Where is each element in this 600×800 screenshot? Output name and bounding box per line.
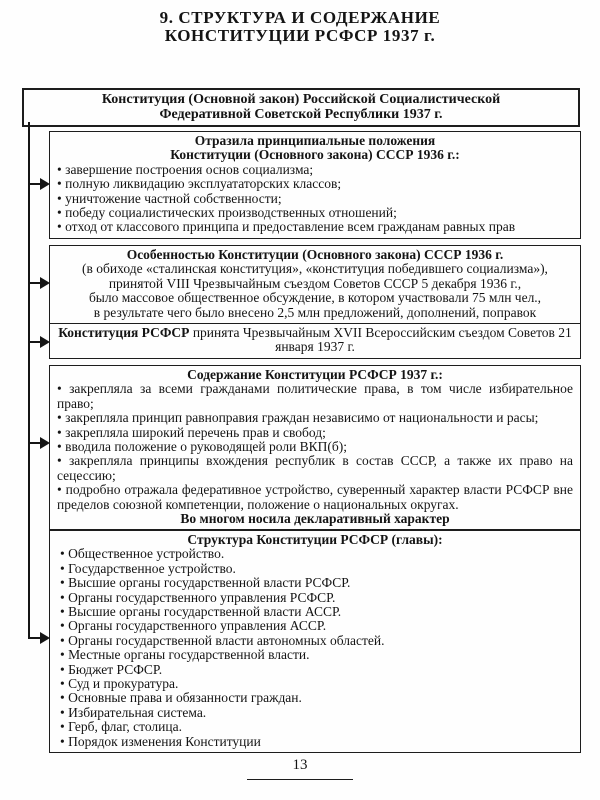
- bullet-item: • отход от классового принципа и предоставление всем гражданам равных прав: [57, 220, 573, 234]
- bullet-item: • Основные права и обязанности граждан.: [57, 691, 573, 705]
- feature-bold-line: Особенностью Конституции (Основного закона) СССР 1936 г.: [126, 247, 504, 262]
- bullet-item: • полную ликвидацию эксплуататорских классов;: [57, 177, 573, 191]
- feature-line: было массовое общественное обсуждение, в котором участвовали 75 млн чел.,: [88, 290, 542, 306]
- page-number: 13: [247, 752, 353, 780]
- bullet-item: • Высшие органы государственной власти АССР.: [57, 605, 573, 619]
- connector-arrow-provisions: [29, 178, 51, 190]
- page-title-line-2: КОНСТИТУЦИИ РСФСР 1937 г.: [164, 26, 436, 45]
- provisions-box: [49, 131, 581, 239]
- adoption-bold-text: Конституция РСФСР: [58, 325, 190, 340]
- feature-line: (в обиходе «сталинская конституция», «конституция победившего социализма»),: [82, 261, 548, 277]
- bullet-item: • Государственное устройство.: [57, 562, 573, 576]
- bullet-item: • Суд и прокуратура.: [57, 677, 573, 691]
- feature-box: [49, 245, 581, 324]
- bullet-item: • закрепляла принцип равноправия граждан независимо от национальности и расы;: [57, 411, 573, 425]
- bullet-item: • Порядок изменения Конституции: [57, 735, 573, 749]
- root-box-line-1: Конституция (Основной закон) Российской Социалистической: [101, 92, 501, 107]
- adoption-text: принята Чрезвычайным XVII Всероссийским съездом Советов 21 января 1937 г.: [189, 325, 572, 355]
- page-title: [0, 9, 600, 45]
- connector-arrow-feature: [29, 277, 51, 289]
- bullet-item: • Общественное устройство.: [57, 547, 573, 561]
- bullet-item: • Органы государственного управления РСФСР.: [57, 591, 573, 605]
- feature-line: в результате чего было внесено 2,5 млн предложений, дополнений, поправок: [93, 304, 537, 320]
- bullet-item: • Бюджет РСФСР.: [57, 663, 573, 677]
- provisions-header-line-1: Отразила принципиальные положения: [194, 133, 436, 148]
- structure-header: Структура Конституции РСФСР (главы):: [187, 532, 443, 547]
- bullet-item: • закрепляла широкий перечень прав и свобод;: [57, 426, 573, 440]
- content-box: [49, 365, 581, 530]
- connector-arrow-adoption: [29, 336, 51, 348]
- bullet-item: • завершение построения основ социализма;: [57, 163, 573, 177]
- structure-box: [49, 530, 581, 753]
- bullet-item: • вводила положение о руководящей роли ВКП(б);: [57, 440, 573, 454]
- content-footer: Во многом носила декларативный характер: [180, 511, 450, 527]
- bullet-item: • Высшие органы государственной власти РСФСР.: [57, 576, 573, 590]
- root-box-line-2: Федеративной Советской Республики 1937 г.: [159, 107, 443, 122]
- connector-arrow-structure: [29, 632, 51, 644]
- adoption-box: [49, 323, 581, 359]
- bullet-item: • закрепляла принципы вхождения республик в состав СССР, а также их право на сецессию;: [57, 454, 573, 483]
- content-header: Содержание Конституции РСФСР 1937 г.:: [187, 367, 443, 382]
- bullet-item: • Избирательная система.: [57, 706, 573, 720]
- connector-rail: [28, 122, 30, 639]
- bullet-item: • Органы государственной власти автономных областей.: [57, 634, 573, 648]
- bullet-item: • закрепляла за всеми гражданами политические права, в том числе избирательное право;: [57, 382, 573, 411]
- provisions-header-line-2: Конституции (Основного закона) СССР 1936 г.:: [170, 147, 460, 163]
- bullet-item: • победу социалистических производственных отношений;: [57, 206, 573, 220]
- bullet-item: • Герб, флаг, столица.: [57, 720, 573, 734]
- constitution-root-box: [22, 88, 580, 127]
- bullet-item: • Местные органы государственной власти.: [57, 648, 573, 662]
- feature-line: принятой VIII Чрезвычайным съездом Советов СССР 5 декабря 1936 г.,: [108, 275, 522, 291]
- bullet-item: • подробно отражала федеративное устройство, суверенный характер власти РСФСР вне пределов союзной компетенции, положение о национальных округах.: [57, 483, 573, 512]
- bullet-item: • уничтожение частной собственности;: [57, 192, 573, 206]
- connector-arrow-content: [29, 437, 51, 449]
- page-title-line-1: 9. СТРУКТУРА И СОДЕРЖАНИЕ: [159, 8, 441, 27]
- bullet-item: • Органы государственного управления АССР.: [57, 619, 573, 633]
